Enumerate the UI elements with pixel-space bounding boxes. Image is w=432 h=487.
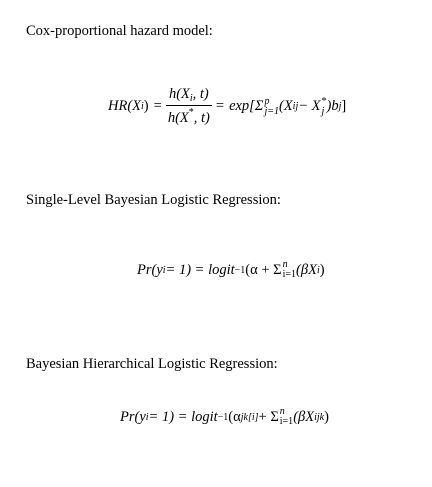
denominator-close: , t) bbox=[193, 110, 210, 126]
sum-lower: i=1 bbox=[279, 416, 294, 427]
single-level-formula bbox=[137, 260, 325, 280]
hazard-fraction bbox=[166, 86, 212, 127]
pr-close: = 1) = logit bbox=[148, 408, 218, 425]
denominator-text: h(X bbox=[167, 110, 189, 126]
hierarchical-formula bbox=[120, 407, 329, 427]
denominator-sup: * bbox=[188, 107, 194, 118]
logit-sup: −1 bbox=[234, 264, 246, 276]
cox-model-heading: Cox-proportional hazard model: bbox=[26, 23, 213, 39]
plus-sum: + Σ bbox=[258, 408, 279, 425]
sum-limits bbox=[283, 260, 296, 280]
sum-upper: n bbox=[282, 259, 288, 270]
pr-text: Pr(y bbox=[120, 408, 146, 425]
pr-text: Pr(y bbox=[137, 261, 163, 278]
hr-lhs: HR(X bbox=[108, 98, 142, 114]
sum-lower: j=1 bbox=[264, 105, 279, 117]
numerator-sub: i bbox=[189, 93, 193, 104]
rhs-minus: − X bbox=[298, 98, 321, 114]
xstar-sub: j bbox=[321, 105, 325, 117]
fraction-numerator bbox=[167, 86, 211, 105]
single-level-heading: Single-Level Bayesian Logistic Regression: bbox=[26, 192, 281, 208]
equals-sign: = bbox=[215, 98, 225, 114]
hierarchical-heading: Bayesian Hierarchical Logistic Regression: bbox=[26, 356, 278, 372]
sum-limits bbox=[280, 407, 293, 427]
logit-sup: −1 bbox=[217, 411, 229, 423]
fraction-denominator bbox=[166, 105, 212, 127]
hr-lhs-close: ) bbox=[143, 98, 149, 114]
alpha-sub: jk[i] bbox=[240, 411, 259, 423]
rhs-x-sub: ij bbox=[292, 101, 299, 112]
hr-lhs-sub: i bbox=[141, 101, 144, 112]
rhs-close: ] bbox=[341, 98, 347, 114]
sum-upper: p bbox=[264, 95, 270, 107]
cox-hazard-ratio-formula bbox=[108, 86, 346, 127]
tail-close: ) bbox=[319, 261, 325, 278]
open-text: (α + Σ bbox=[245, 261, 282, 278]
xstar-sup: * bbox=[321, 95, 327, 107]
sum-limits bbox=[264, 97, 279, 117]
tail-sub: ijk bbox=[314, 411, 325, 423]
numerator-close: , t) bbox=[192, 86, 209, 102]
equals-sign: = bbox=[153, 98, 162, 114]
rhs-b-sub: j bbox=[338, 101, 342, 112]
tail-close: ) bbox=[324, 408, 329, 425]
pr-close: = 1) = logit bbox=[165, 261, 235, 278]
pr-sub: i bbox=[162, 264, 166, 276]
tail-text: (βX bbox=[293, 408, 315, 425]
exp-text: exp[Σ bbox=[229, 98, 264, 114]
rhs-paren: (X bbox=[278, 98, 293, 114]
sum-upper: n bbox=[279, 406, 285, 417]
pr-sub: i bbox=[145, 411, 149, 423]
tail-sub: i bbox=[316, 264, 320, 276]
sum-lower: i=1 bbox=[282, 269, 297, 280]
rhs-b: )b bbox=[326, 98, 339, 114]
open-text: (α bbox=[228, 408, 241, 425]
tail-text: (βX bbox=[296, 261, 317, 278]
numerator-text: h(X bbox=[168, 86, 190, 102]
